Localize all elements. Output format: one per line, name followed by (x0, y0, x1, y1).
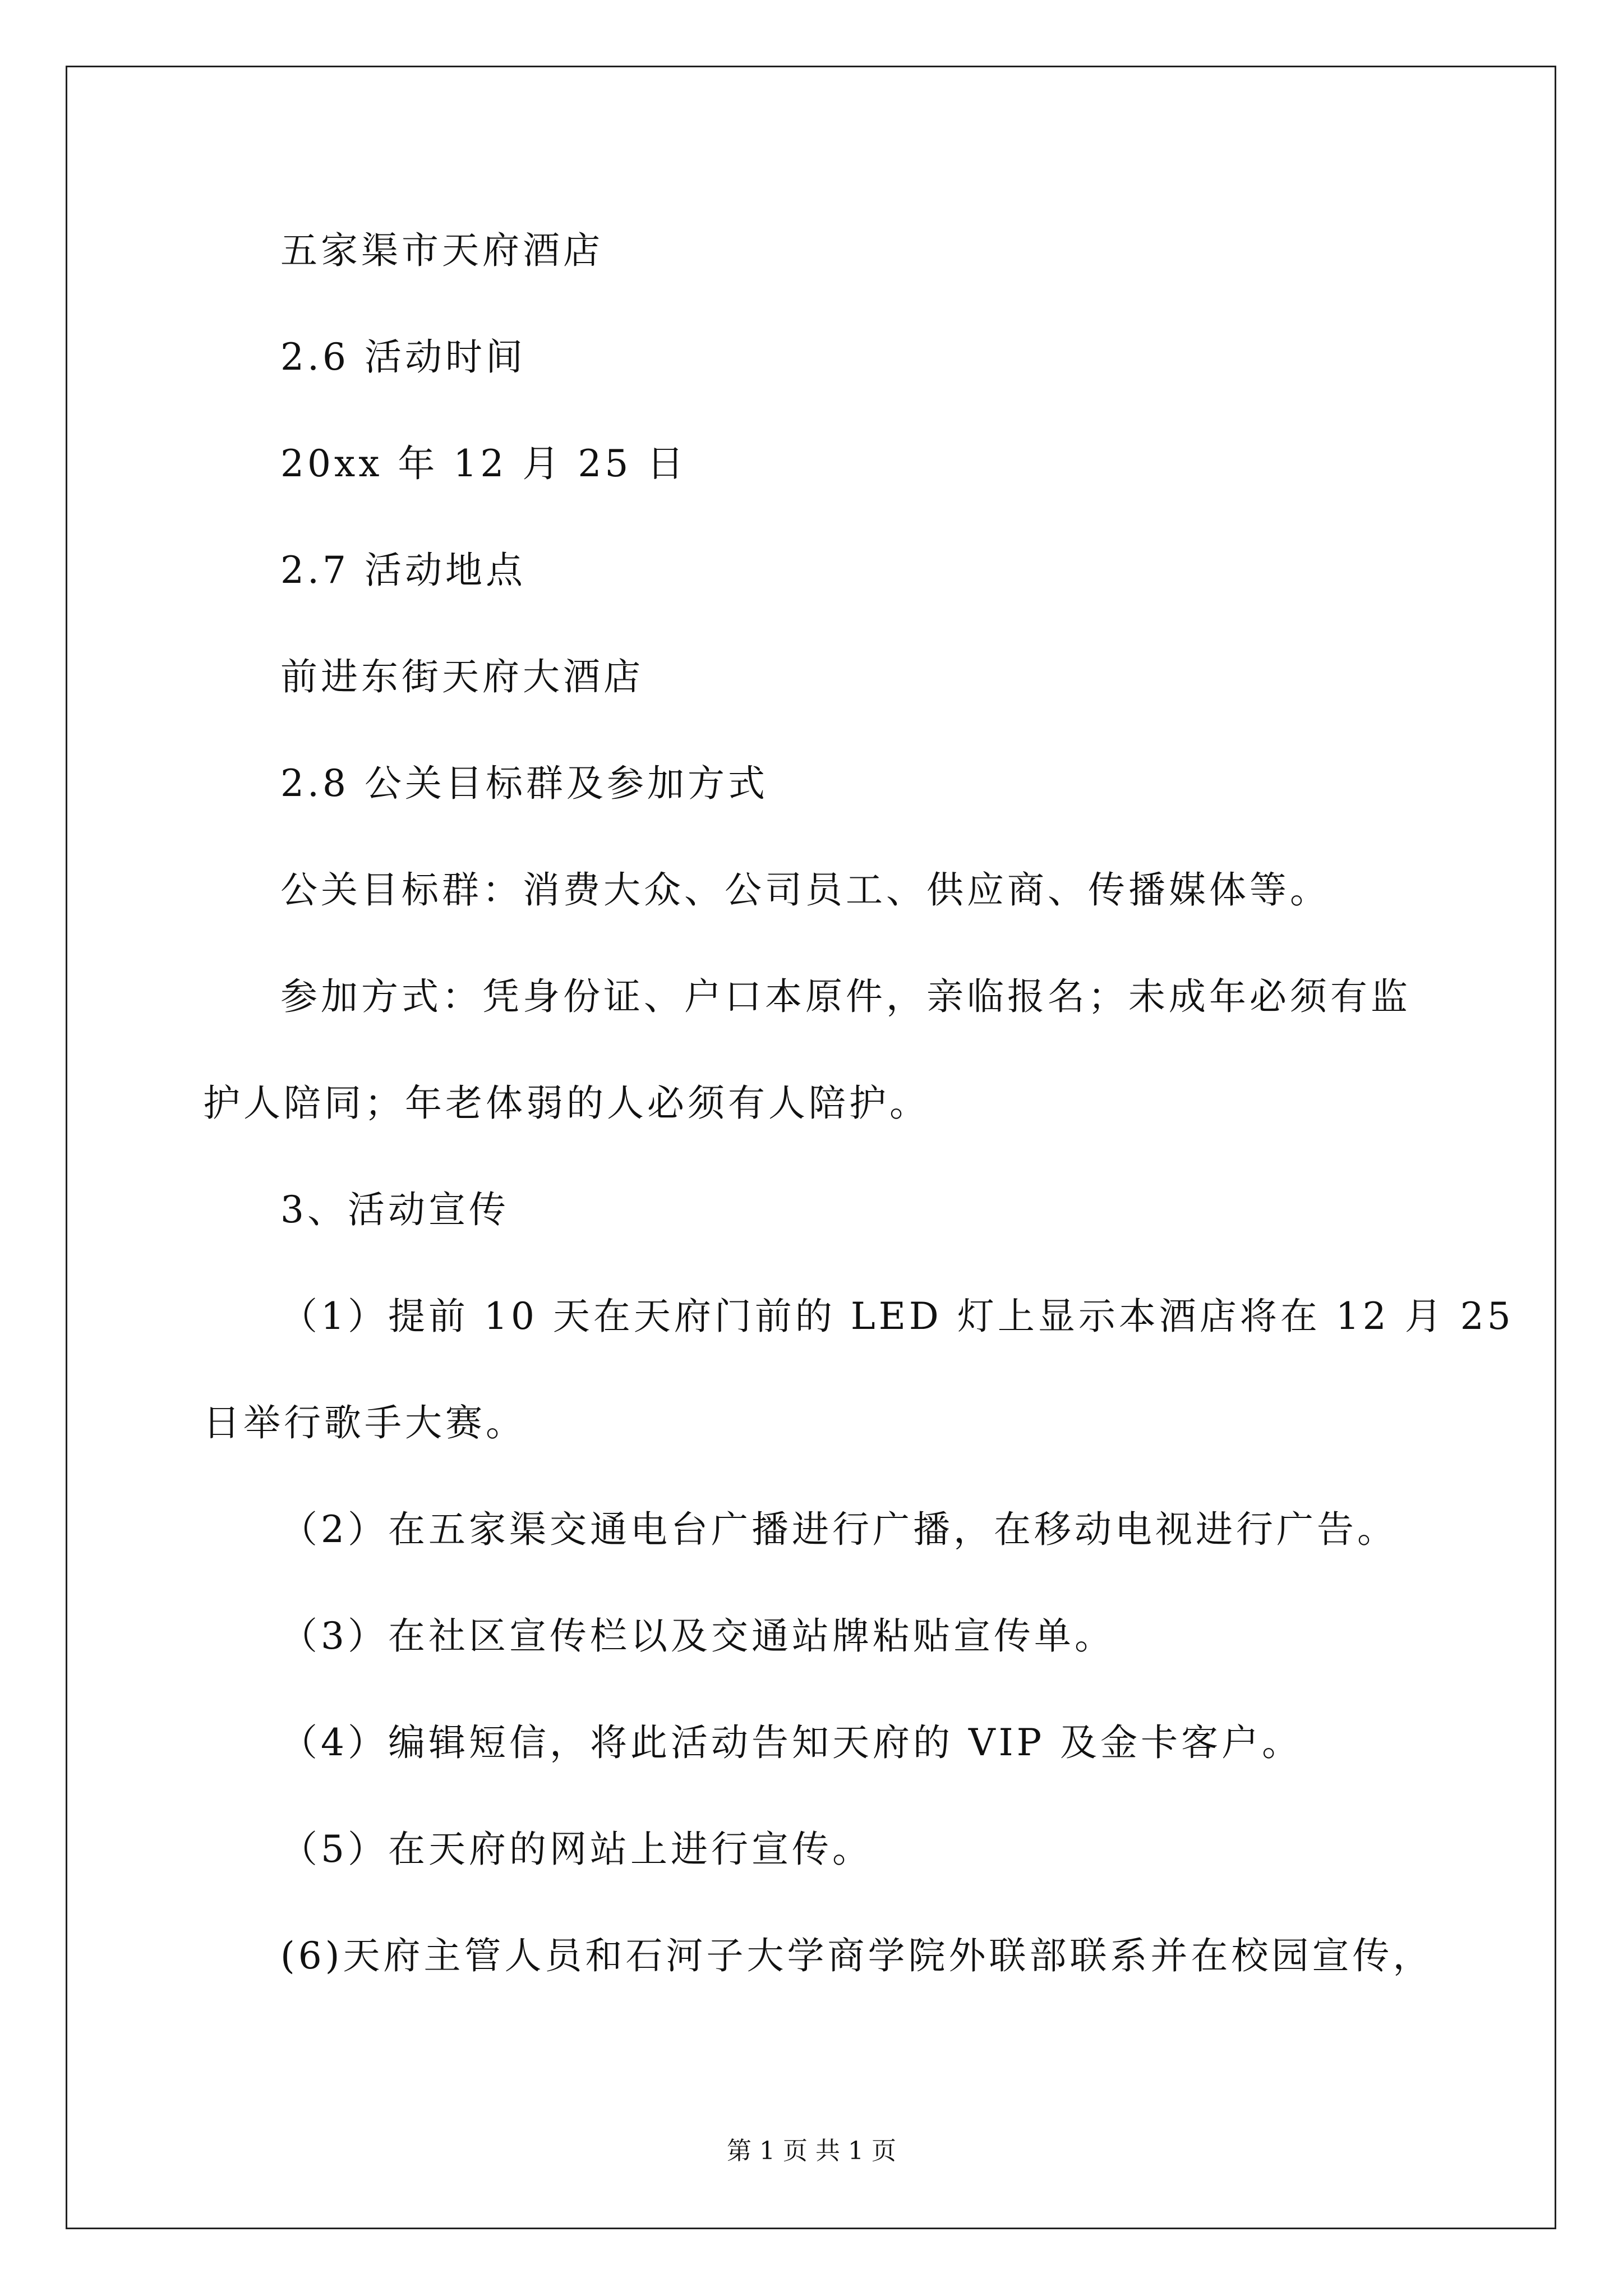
page-border (66, 66, 1556, 2229)
section-heading: 2.8 公关目标群及参加方式 (280, 762, 768, 805)
section-heading: 2.6 活动时间 (280, 335, 526, 379)
list-item: （1）提前 10 天在天府门前的 LED 灯上显示本酒店将在 12 月 25 (280, 1295, 1514, 1338)
text-line: 参加方式：凭身份证、户口本原件，亲临报名；未成年必须有监 (280, 975, 1411, 1018)
section-heading: 2.7 活动地点 (280, 549, 526, 592)
text-line: 公关目标群：消费大众、公司员工、供应商、传播媒体等。 (280, 868, 1330, 912)
text-line-continued: 日举行歌手大赛。 (203, 1401, 526, 1444)
text-line: 五家渠市天府酒店 (280, 229, 603, 272)
text-line: 20xx 年 12 月 25 日 (280, 442, 688, 485)
text-line-continued: 护人陪同；年老体弱的人必须有人陪护。 (203, 1082, 930, 1125)
list-item: （4）编辑短信，将此活动告知天府的 VIP 及金卡客户。 (280, 1721, 1303, 1764)
text-line: 前进东街天府大酒店 (280, 655, 644, 698)
list-item: （3）在社区宣传栏以及交通站牌粘贴宣传单。 (280, 1614, 1115, 1658)
section-heading: 3、活动宣传 (280, 1188, 509, 1231)
list-item: （5）在天府的网站上进行宣传。 (280, 1828, 873, 1871)
list-item: （2）在五家渠交通电台广播进行广播，在移动电视进行广告。 (280, 1508, 1398, 1551)
list-item: (6)天府主管人员和石河子大学商学院外联部联系并在校园宣传， (280, 1934, 1433, 1977)
page-footer: 第 1 页 共 1 页 (727, 2137, 896, 2165)
